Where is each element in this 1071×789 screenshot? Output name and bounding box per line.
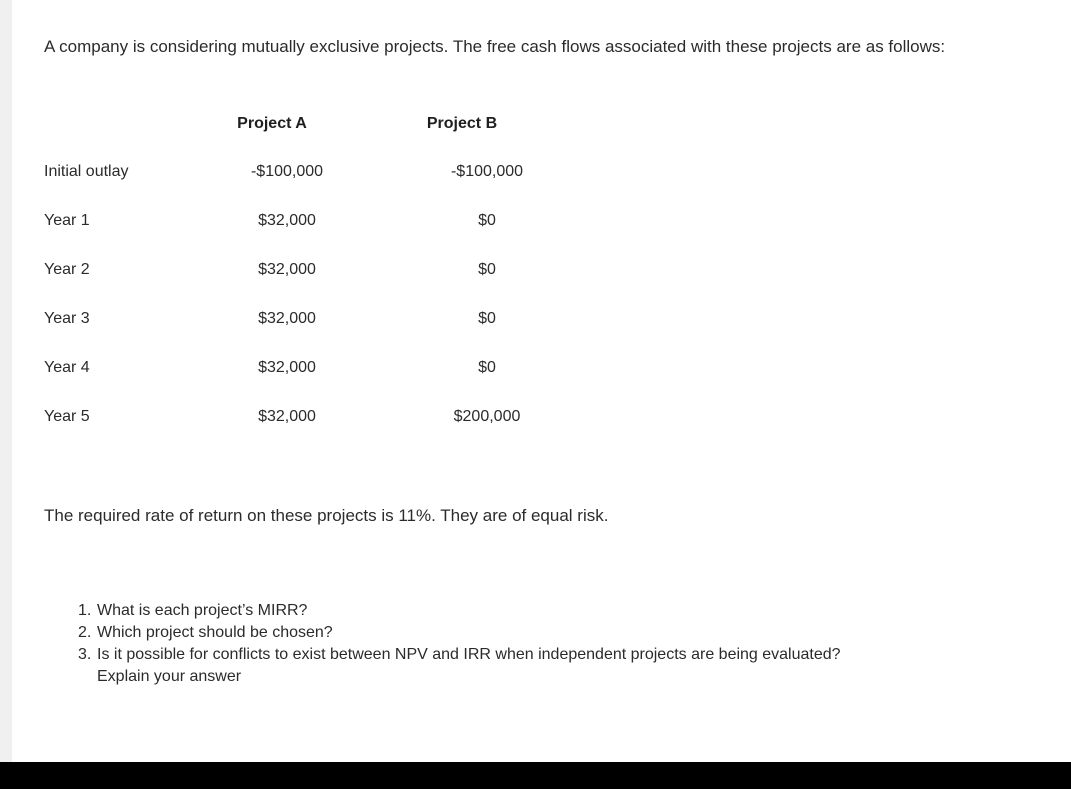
question-number: 3.: [78, 646, 92, 663]
cell-project-b-year-1: $0: [478, 212, 496, 229]
row-label-initial-outlay: Initial outlay: [44, 163, 129, 180]
cell-project-b-initial-outlay: -$100,000: [450, 163, 524, 180]
cell-project-a-year-4: $32,000: [258, 359, 316, 376]
question-text: Is it possible for conflicts to exist between NPV and IRR when independent projects are being evaluated?: [97, 646, 841, 663]
cell-project-a-year-1: $32,000: [258, 212, 316, 229]
left-margin: [0, 0, 12, 762]
column-header-project-a: Project A: [237, 115, 307, 132]
intro-paragraph: A company is considering mutually exclusive projects. The free cash flows associated with these projects are as follows:: [44, 37, 946, 56]
question-continuation: Explain your answer: [97, 668, 242, 685]
question-text: Which project should be chosen?: [97, 624, 333, 641]
cell-project-b-year-2: $0: [478, 261, 496, 278]
question-number: 1.: [78, 602, 92, 619]
row-label-year-2: Year 2: [44, 261, 90, 278]
cell-project-a-initial-outlay: -$100,000: [250, 163, 324, 180]
row-label-year-1: Year 1: [44, 212, 90, 229]
cell-project-a-year-3: $32,000: [258, 310, 316, 327]
cell-project-a-year-2: $32,000: [258, 261, 316, 278]
question-item: [78, 622, 841, 644]
row-label-year-4: Year 4: [44, 359, 90, 376]
question-text: What is each project’s MIRR?: [97, 602, 308, 619]
required-rate-paragraph: The required rate of return on these projects is 11%. They are of equal risk.: [44, 506, 609, 525]
row-label-year-3: Year 3: [44, 310, 90, 327]
document-page: [12, 0, 1071, 762]
question-item: [78, 644, 841, 688]
cell-project-b-year-4: $0: [478, 359, 496, 376]
column-header-project-b: Project B: [426, 115, 498, 132]
cell-project-b-year-5: $200,000: [453, 408, 521, 425]
row-label-year-5: Year 5: [44, 408, 90, 425]
question-item: [78, 600, 841, 622]
question-number: 2.: [78, 624, 92, 641]
cell-project-b-year-3: $0: [478, 310, 496, 327]
bottom-black-bar: [0, 762, 1071, 789]
question-list: [78, 600, 841, 688]
cell-project-a-year-5: $32,000: [258, 408, 316, 425]
